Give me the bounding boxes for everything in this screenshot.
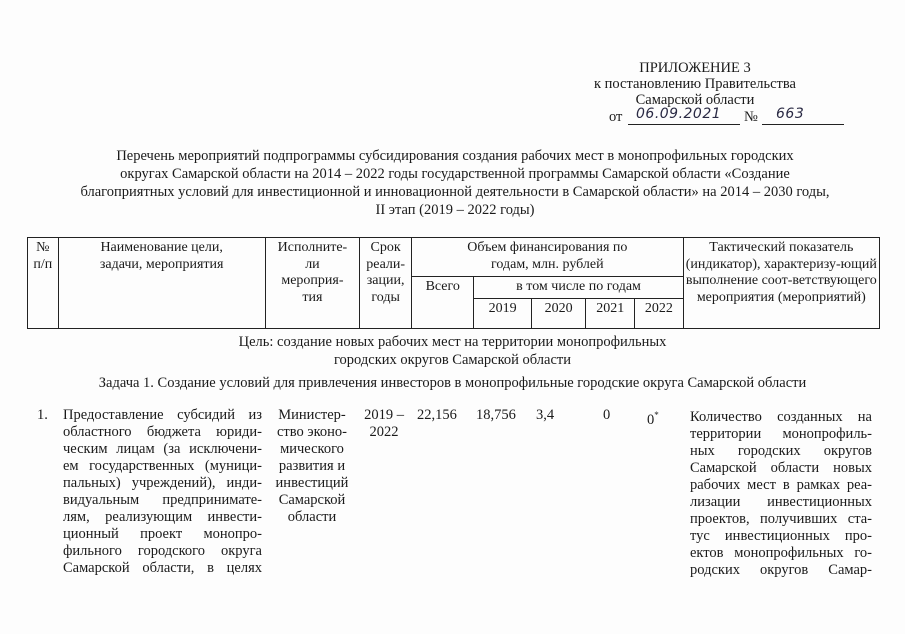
- name-line: областного бюджета юриди-: [63, 424, 262, 440]
- row-term: [357, 407, 411, 441]
- document-title: [40, 147, 870, 219]
- title-line: благоприятных условий для инвестиционной и инновационной деятельности в Самарской области» на 2014 – 2030 годы,: [80, 184, 830, 200]
- goal-line: городских округов Самарской области: [333, 352, 572, 368]
- indicator-line: Самарской области новых: [690, 460, 872, 476]
- row-total: 22,156: [417, 407, 457, 423]
- name-line: Самарской области, в целях: [63, 560, 262, 576]
- name-line: лям, реализующим инвести-: [63, 509, 262, 525]
- title-line: II этап (2019 – 2022 годы): [375, 202, 535, 218]
- header-total: Всего: [412, 277, 474, 329]
- header-term: Срок реали-зации, годы: [360, 238, 412, 329]
- header-year: 2019: [474, 298, 531, 328]
- indicator-line: тус инвестиционных про-: [690, 528, 872, 544]
- appendix-line1: к постановлению Правительства: [594, 76, 796, 92]
- header-year: 2021: [586, 298, 635, 328]
- name-line: ческим лицам (за исключени-: [63, 441, 262, 457]
- indicator-line: рабочих мест в рамках реа-: [690, 477, 872, 493]
- title-line: Перечень мероприятий подпрограммы субсидирования создания рабочих мест в монопрофильных городских: [116, 148, 794, 164]
- row-2020: 3,4: [536, 407, 555, 423]
- goal-line: Цель: создание новых рабочих мест на территории монопрофильных: [238, 334, 667, 350]
- header-name: Наименование цели, задачи, мероприятия: [58, 238, 265, 329]
- executor-line: мического: [280, 441, 344, 457]
- indicator-line: ных городских округов: [690, 443, 872, 459]
- title-line: округах Самарской области на 2014 – 2022 годы государственной программы Самарской области «Создание: [120, 166, 790, 182]
- name-line: фильного городского округа: [63, 543, 262, 559]
- name-line: пальных) учреждений), инди-: [63, 475, 262, 491]
- name-line: Предоставление субсидий из: [63, 407, 262, 423]
- header-year: 2020: [531, 298, 585, 328]
- row-num: 1.: [37, 407, 48, 423]
- from-label: от: [609, 109, 623, 125]
- row-indicator: [690, 409, 872, 579]
- footnote-mark: *: [654, 410, 659, 420]
- goal: [0, 333, 905, 369]
- executor-line: развития и: [278, 458, 346, 474]
- header-year: 2022: [635, 298, 684, 328]
- measures-table-header: [27, 237, 880, 329]
- name-line: ем государственных (муници-: [63, 458, 262, 474]
- term-line: 2019 –: [364, 407, 404, 423]
- executor-line: Самарской: [278, 492, 346, 508]
- row-executor: [268, 407, 356, 526]
- name-line: видуальным предпринимате-: [63, 492, 262, 508]
- header-by-years: в том числе по годам: [474, 277, 683, 299]
- executor-line: инвестиций: [275, 475, 349, 491]
- signed-date: 06.09.2021: [636, 106, 722, 122]
- indicator-line: проектов, получивших ста-: [690, 511, 872, 527]
- header-indicator: Тактический показатель (индикатор), характеризу-ющий выполнение соот-ветствующего мероприятия (мероприятий): [683, 238, 879, 329]
- row-2022: [647, 407, 659, 429]
- row-2019: 18,756: [476, 407, 516, 423]
- header-funding: Объем финансирования по годам, млн. рублей: [412, 238, 684, 277]
- term-line: 2022: [369, 424, 399, 440]
- appendix-title: ПРИЛОЖЕНИЕ 3: [639, 60, 751, 76]
- indicator-line: родских округов Самар-: [690, 562, 872, 578]
- task: Задача 1. Создание условий для привлечения инвесторов в монопрофильные городские округа Самарской области: [98, 375, 807, 391]
- header-num: № п/п: [28, 238, 59, 329]
- executor-line: ство эконо-: [276, 424, 347, 440]
- header-executor: Исполните-ли мероприя-тия: [265, 238, 360, 329]
- row-name: [63, 407, 262, 577]
- value-2022: 0: [647, 411, 655, 428]
- name-line: ционный проект монопро-: [63, 526, 262, 542]
- appendix-line2: Самарской области: [635, 92, 755, 108]
- executor-line: области: [287, 509, 337, 525]
- row-2021: 0: [603, 407, 611, 423]
- document-number: 663: [776, 106, 805, 122]
- indicator-line: лизации инвестиционных: [690, 494, 872, 510]
- number-label: №: [744, 109, 758, 125]
- indicator-line: территории монопрофиль-: [690, 426, 872, 442]
- indicator-line: Количество созданных на: [690, 409, 872, 425]
- indicator-line: ектов монопрофильных го-: [690, 545, 872, 561]
- executor-line: Министер-: [278, 407, 346, 423]
